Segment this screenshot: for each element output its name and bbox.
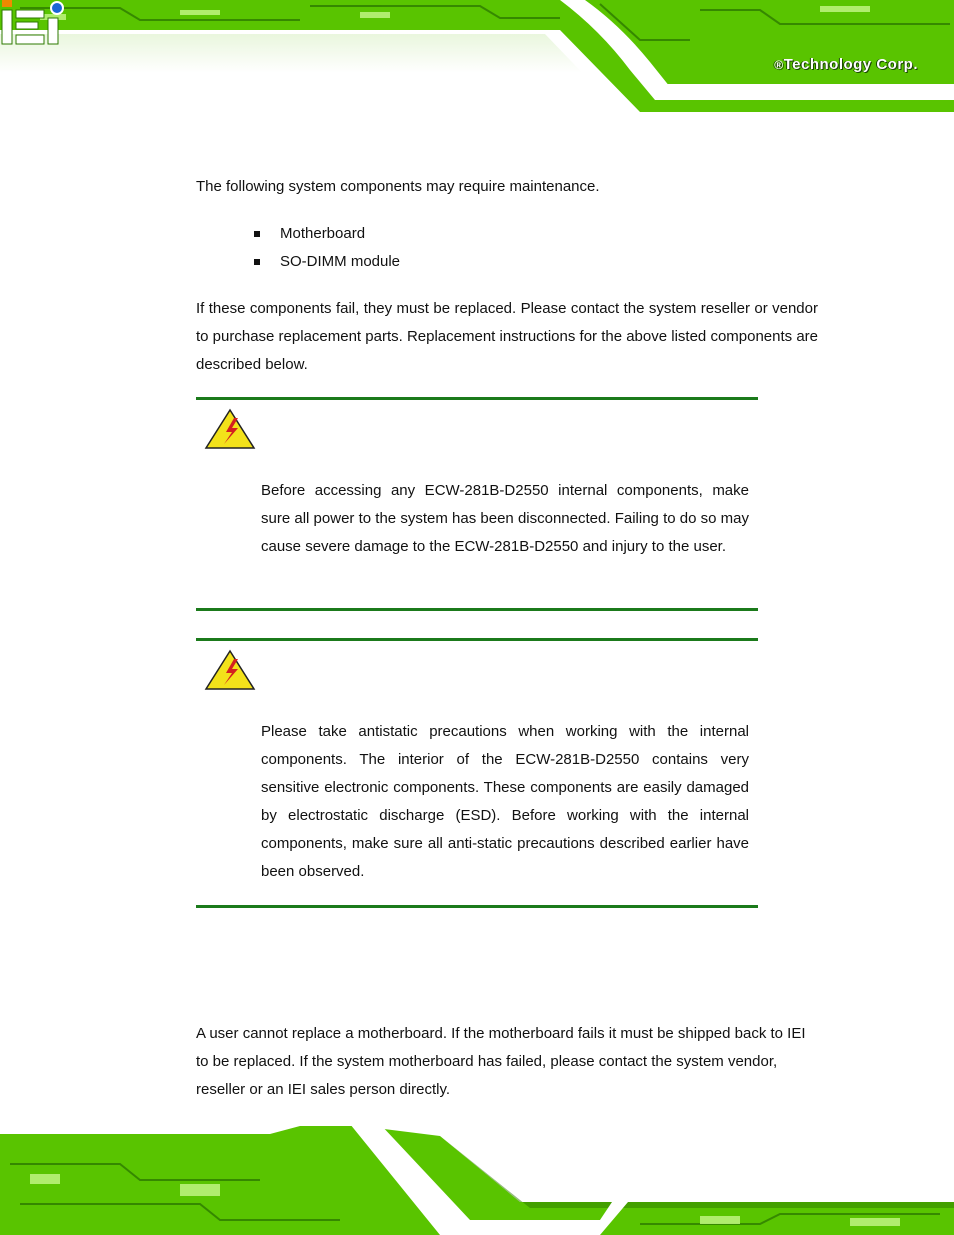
warning-triangle-icon — [204, 408, 256, 450]
list-item: Motherboard — [252, 220, 400, 248]
warning-text: Before accessing any ECW-281B-D2550 internal components, make sure all power to the system has been disconnected. Failing to do so may cause severe damage to the ECW-281B-D2550 and injury to the user. — [261, 482, 749, 555]
pcb-footer-graphic — [0, 1124, 954, 1235]
component-list — [252, 220, 400, 276]
warning-box-antistatic — [196, 638, 758, 908]
warning-box-power — [196, 397, 758, 611]
warning-triangle-icon — [204, 649, 256, 691]
page-footer-banner — [0, 1124, 954, 1235]
company-logo-text — [774, 56, 918, 73]
registered-symbol: ® — [774, 58, 784, 72]
logo-dot: . — [913, 56, 918, 73]
intro-paragraph: The following system components may require maintenance. — [196, 178, 600, 195]
iei-logo-mark — [0, 0, 66, 46]
page-header-banner — [0, 0, 954, 112]
list-item: SO-DIMM module — [252, 248, 400, 276]
warning-text: Please take antistatic precautions when working with the internal components. The interior of the ECW-281B-D2550 contains very sensitive electronic components. These components are easily damaged by electrostatic discharge (ESD). Before working with the internal components, make sure all anti-static precautions described earlier have been observed. — [261, 723, 749, 880]
company-name: Technology Corp — [783, 56, 914, 73]
replacement-paragraph: If these components fail, they must be replaced. Please contact the system reseller or vendor to purchase replacement parts. Replacement instructions for the above listed components are described below. — [196, 300, 819, 373]
motherboard-paragraph: A user cannot replace a motherboard. If the motherboard fails it must be shipped back to IEI to be replaced. If the system motherboard has failed, please contact the system vendor, reseller or an IEI sales person directly. — [196, 1025, 806, 1098]
